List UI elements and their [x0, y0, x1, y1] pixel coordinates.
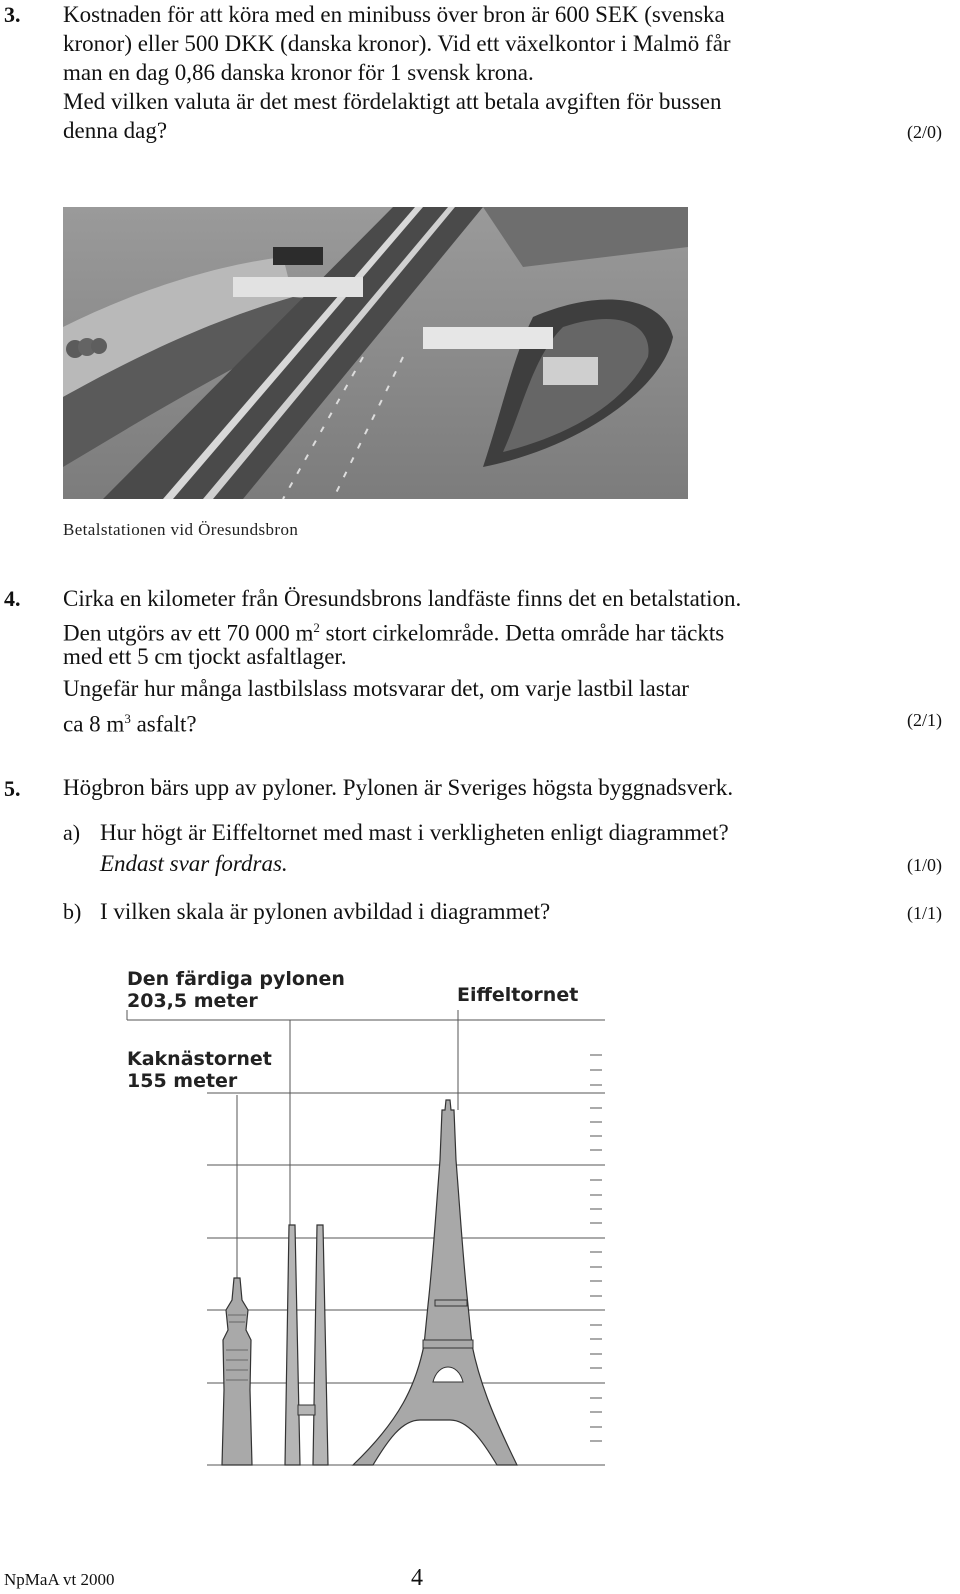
q5-a-letter: a) — [63, 820, 81, 845]
q5-a-note: Endast svar fordras. — [100, 851, 288, 876]
q4-line-2-a: Den utgörs av ett 70 000 m — [63, 620, 314, 646]
eiffel-tower — [353, 1100, 517, 1465]
q5-b-letter: b) — [63, 899, 82, 924]
q4-points: (2/1) — [907, 710, 942, 730]
q3-line-1: Kostnaden för att köra med en minibuss över bron är 600 SEK (svenska — [63, 2, 725, 27]
q5-a-points: (1/0) — [907, 855, 942, 875]
q4-line-5-sup: 3 — [124, 711, 131, 726]
kaknas-label-2: 155 meter — [127, 1070, 238, 1092]
height-diagram — [120, 1010, 620, 1480]
q3-line-2: kronor) eller 500 DKK (danska kronor). Vid ett växelkontor i Malmö får — [63, 31, 731, 56]
photo-caption: Betalstationen vid Öresundsbron — [63, 520, 299, 539]
q4-line-2-b: stort cirkelområde. Detta område har täckts — [319, 620, 725, 646]
page-number: 4 — [411, 1565, 423, 1591]
q3-line-3: man en dag 0,86 danska kronor för 1 svensk krona. — [63, 60, 534, 85]
q3-number: 3. — [4, 2, 21, 27]
pylon — [285, 1225, 300, 1465]
q3-line-5: denna dag? — [63, 118, 168, 143]
q4-line-2-sup: 2 — [313, 620, 320, 635]
q4-line-5-b: asfalt? — [130, 711, 197, 737]
pylon-label-2: 203,5 meter — [127, 990, 258, 1012]
pylon-label-1: Den färdiga pylonen — [127, 968, 345, 990]
q4-line-5 — [63, 704, 197, 740]
q5-intro: Högbron bärs upp av pyloner. Pylonen är Sveriges högsta byggnadsverk. — [63, 775, 734, 800]
q5-number: 5. — [4, 776, 21, 801]
kaknas-tower — [222, 1278, 252, 1465]
q4-number: 4. — [4, 586, 21, 611]
q3-points: (2/0) — [907, 122, 942, 142]
q5-b-text: I vilken skala är pylonen avbildad i diagrammet? — [100, 899, 551, 924]
toll-station-photo — [63, 207, 688, 499]
kaknas-label-1: Kaknästornet — [127, 1048, 272, 1070]
footer-course: NpMaA vt 2000 — [4, 1570, 115, 1589]
q5-a-text: Hur högt är Eiffeltornet med mast i verkligheten enligt diagrammet? — [100, 820, 729, 845]
q3-line-4: Med vilken valuta är det mest fördelaktigt att betala avgiften för bussen — [63, 89, 722, 114]
q5-b-points: (1/1) — [907, 903, 942, 923]
q4-line-5-a: ca 8 m — [63, 711, 125, 737]
q4-line-1: Cirka en kilometer från Öresundsbrons landfäste finns det en betalstation. — [63, 586, 742, 611]
q4-line-3: med ett 5 cm tjockt asfaltlager. — [63, 644, 347, 669]
q4-line-4: Ungefär hur många lastbilslass motsvarar det, om varje lastbil lastar — [63, 676, 689, 701]
eiffel-label: Eiffeltornet — [457, 984, 579, 1006]
